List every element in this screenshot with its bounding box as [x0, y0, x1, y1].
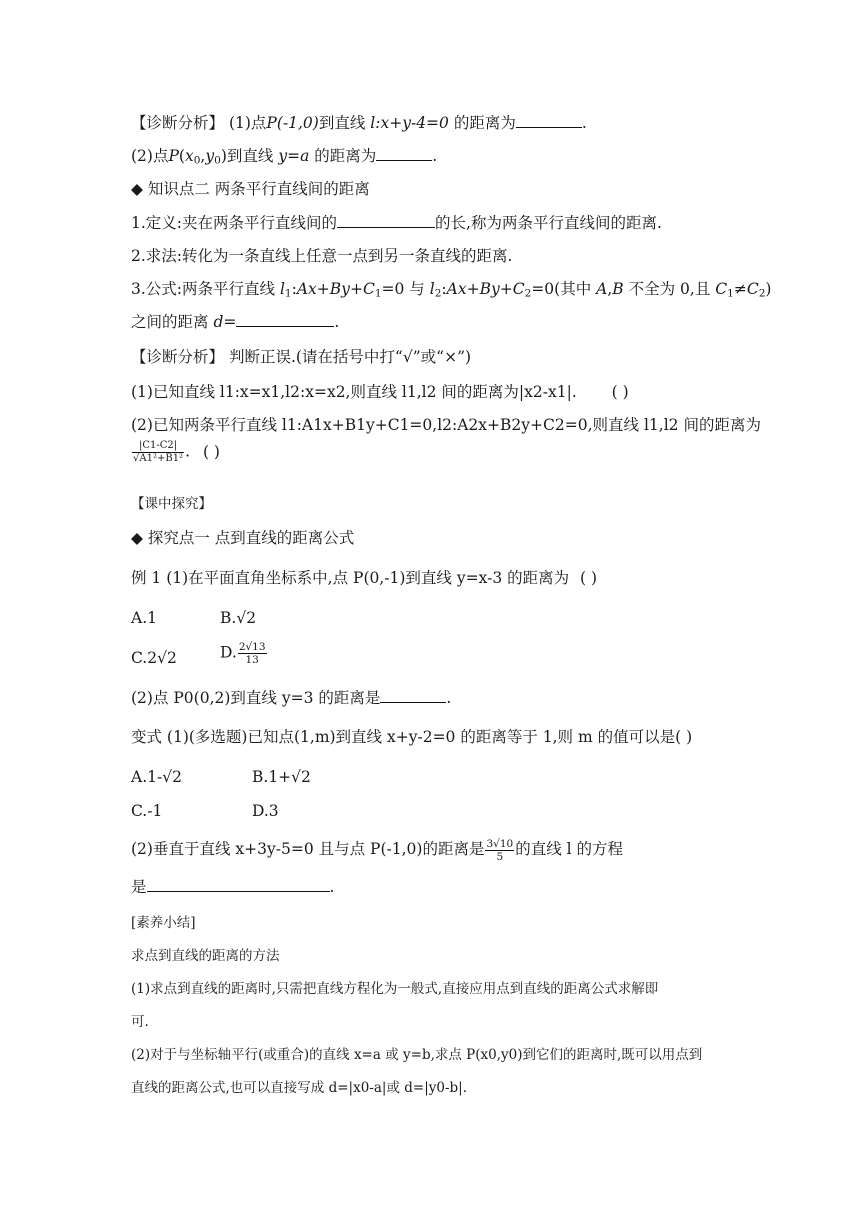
- variant-option-b: B.1+√2: [252, 768, 311, 786]
- answer-blank[interactable]: [147, 877, 330, 892]
- formula-continuation: 之间的距离 d= .: [131, 313, 340, 331]
- answer-paren[interactable]: ( ): [611, 383, 629, 401]
- point-p: P: [168, 147, 179, 165]
- summary-heading: [素养小结]: [131, 915, 196, 931]
- diagnosis-question-1: 【诊断分析】 (1)点P(-1,0)到直线 l:x+y-4=0 的距离为 .: [131, 114, 587, 132]
- answer-blank[interactable]: [376, 146, 432, 161]
- class-explore-heading: 【课中探究】: [131, 496, 212, 512]
- option-d: D. $\frac{2√13}{13}$: [220, 641, 266, 666]
- diagnosis-heading: 【诊断分析】: [131, 114, 225, 132]
- judgement-2: (2)已知两条平行直线 l1:A1x+B1y+C1=0,l2:A2x+B2y+C2=0,则直线 l1,l2 间的距离为: [131, 416, 761, 434]
- summary-p2a: (2)对于与坐标轴平行(或重合)的直线 x=a 或 y=b,求点 P(x0,y0)到它们的距离时,既可以用点到: [131, 1047, 703, 1063]
- method-line: 2.求法:转化为一条直线上任意一点到另一条直线的距离.: [131, 247, 513, 265]
- answer-blank[interactable]: [337, 213, 435, 228]
- variant-option-d: D.3: [252, 802, 279, 820]
- answer-blank[interactable]: [380, 688, 446, 703]
- formula-line: 3.公式:两条平行直线 $l_1:Ax+By+C_1=0$ 与 $l_2:Ax+By+C_2=0$(其中 A,B 不全为 0,且 $C_1\ne C_2$): [131, 280, 772, 300]
- variant-option-c: C.-1: [131, 802, 163, 820]
- definition-line: 1.定义:夹在两条平行直线间的 的长,称为两条平行直线间的距离.: [131, 214, 662, 232]
- summary-p2b: 直线的距离公式,也可以直接写成 d=|x0-a|或 d=|y0-b|.: [131, 1080, 467, 1096]
- answer-blank[interactable]: [236, 312, 334, 327]
- answer-paren[interactable]: ( ): [202, 442, 220, 461]
- example-1-q1: 例 1 (1)在平面直角坐标系中,点 P(0,-1)到直线 y=x-3 的距离为 ( ): [131, 569, 598, 587]
- section-title-explore-1: ◆ 探究点一 点到直线的距离公式: [131, 529, 355, 547]
- summary-p1a: (1)求点到直线的距离时,只需把直线方程化为一般式,直接应用点到直线的距离公式求解即: [131, 981, 659, 997]
- summary-p1b: 可.: [131, 1014, 149, 1030]
- variant-option-a: A.1-√2: [131, 768, 182, 786]
- variant-q2: (2)垂直于直线 x+3y-5=0 且与点 P(-1,0)的距离是 $\frac{3√10}{5}$ 的直线 l 的方程: [131, 837, 623, 863]
- diagnosis-2-instruction: 【诊断分析】 判断正误.(请在括号中打“√”或“×”): [131, 348, 472, 366]
- answer-paren[interactable]: ( ): [580, 569, 598, 587]
- option-b: B.√2: [220, 609, 257, 627]
- option-a: A.1: [131, 609, 157, 627]
- variant-q2-continuation: 是 .: [131, 878, 335, 896]
- judgement-1: (1)已知直线 l1:x=x1,l2:x=x2,则直线 l1,l2 间的距离为|x2-x1|. ( ): [131, 383, 629, 401]
- example-1-q2: (2)点 P0(0,2)到直线 y=3 的距离是 .: [131, 689, 452, 707]
- variant-q1: 变式 (1)(多选题)已知点(1,m)到直线 x+y-2=0 的距离等于 1,则 m 的值可以是( ): [131, 728, 693, 746]
- summary-title: 求点到直线的距离的方法: [131, 948, 280, 964]
- answer-blank[interactable]: [516, 113, 582, 128]
- option-c: C.2√2: [131, 649, 177, 667]
- diagnosis-question-2: (2)点$P(x_0,y_0)$到直线 y=a 的距离为 .: [131, 147, 438, 167]
- judgement-2-fraction: $\frac{|C1-C2|}{\text{√A1²+B1²}}$ . ( ): [133, 440, 220, 464]
- section-title-knowledge-2: ◆ 知识点二 两条平行直线间的距离: [131, 180, 370, 198]
